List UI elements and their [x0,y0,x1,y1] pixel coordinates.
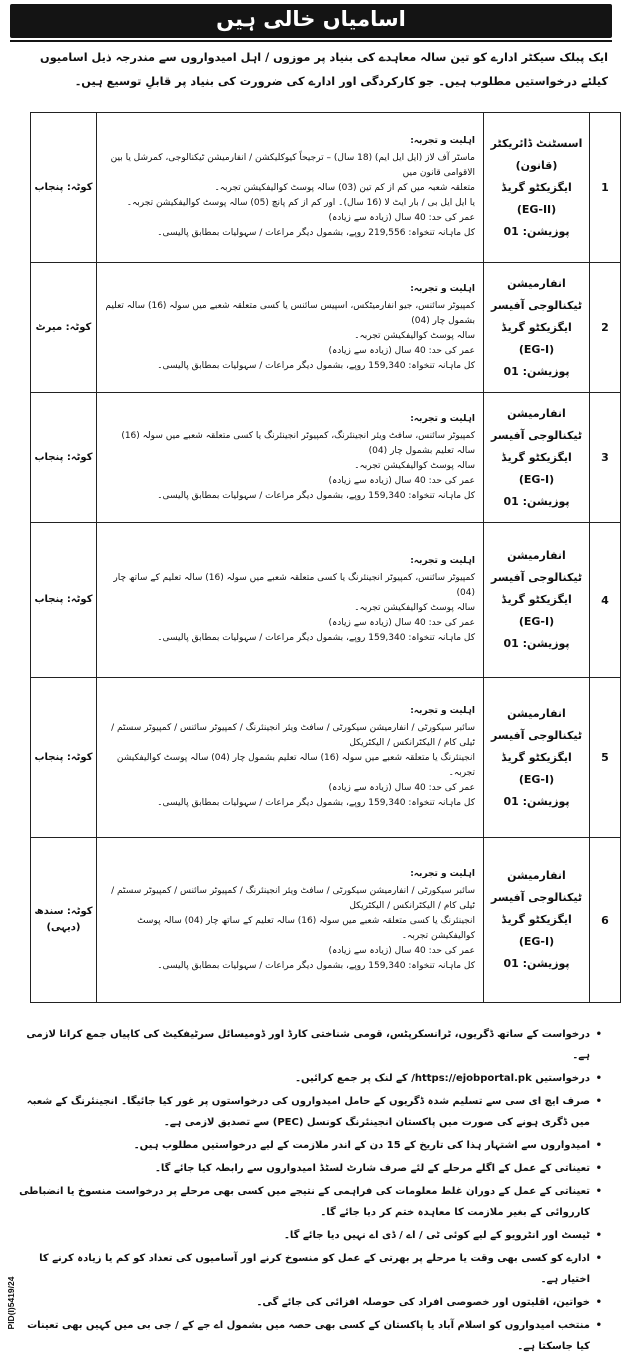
position-title-line: (EG-I) [518,342,555,356]
note-item: • ادارے کو کسی بھی وقت یا مرحلے پر بھرتی کے عمل کو منسوخ کرنے اور آسامیوں کی تعداد کو کم یا زیادہ کرنے کا اختیار ہے۔ [14,1248,604,1290]
table-row [31,523,621,678]
details-line: عمر کی حد: 40 سال (زیادہ سے زیادہ) [328,213,475,223]
quota-cell [31,838,97,1003]
position-title-cell [484,263,590,393]
position-details-cell [97,263,484,393]
table-row [31,393,621,523]
intro-paragraph: ایک پبلک سیکٹر ادارے کو تین سالہ معاہدے کی بنیاد پر موزوں / اہل امیدواروں سے مندرجہ ذیل اسامیوں کیلئے درخواستیں مطلوب ہیں۔ جو کارکردگی اور ادارے کی ضرورت کی بنیاد پر قابلِ توسیع ہیں۔ [40,51,608,88]
details-line: عمر کی حد: 40 سال (زیادہ سے زیادہ) [328,945,475,956]
note-item: • تعیناتی کے عمل کے اگلے مرحلے کے لئے صرف شارٹ لسٹڈ امیدواروں سے رابطہ کیا جائے گا۔ [14,1158,604,1179]
position-title-line: ایگزیکٹو گریڈ [501,913,572,926]
position-number: 2 [590,263,621,393]
position-title-line: پوزیشن: 01 [503,364,570,378]
details-line: یا ایل ایل بی / بار ایٹ لا (16 سال)۔ اور کم از کم پانچ (05) سالہ پوسٹ کوالیفکیشن تجربہ۔ [126,198,475,208]
note-item: • درخواست کے ساتھ ڈگریوں، ٹرانسکرپٹس، قومی شناختی کارڈ اور ڈومیسائل سرٹیفکیٹ کی کاپیاں جمع کرانا لازمی ہے۔ [14,1024,604,1066]
position-title-line: انفارمیشن ٹیکنالوجی آفیسر [490,406,583,442]
page-title: اسامیاں خالی ہیں [216,7,406,31]
details-heading: اہلیت و تجربہ: [410,868,475,879]
details-line: انجینئرنگ یا کسی متعلقہ شعبے میں سولہ (16) سالہ تعلیم کے ساتھ چار (04) سالہ پوسٹ کوالیفکیشن تجربہ۔ [137,915,475,941]
position-title-line: (قانون) [515,158,558,172]
position-title-line: ایگزیکٹو گریڈ [501,450,572,464]
details-line: سائبر سیکورٹی / انفارمیشن سیکورٹی / سافٹ ویئر انجینئرنگ / کمپیوٹر سائنس / کمپیوٹر سسٹم / ٹیلی کام / الیکٹرانکس / الیکٹریکل [111,885,475,911]
details-line: کل ماہانہ تنخواہ: 159,340 روپے، بشمول دیگر مراعات / سہولیات بمطابق پالیسی۔ [157,798,475,808]
position-title-cell [484,838,590,1003]
note-item: • منتخب امیدواروں کو اسلام آباد یا پاکستان کے کسی بھی حصہ میں بشمول اے جے کے / جی بی میں کہیں بھی تعینات کیا جاسکتا ہے۔ [14,1315,604,1357]
details-line: کل ماہانہ تنخواہ: 159,340 روپے، بشمول دیگر مراعات / سہولیات بمطابق پالیسی۔ [157,960,475,971]
details-line: کمپیوٹر سائنس، جیو انفارمیٹکس، اسپیس سائنس یا کسی متعلقہ شعبے میں سولہ (16) سالہ تعلیم بشمول چار (04) [105,300,475,326]
details-line: سائبر سیکورٹی / انفارمیشن سیکورٹی / سافٹ ویئر انجینئرنگ / کمپیوٹر سائنس / کمپیوٹر سسٹم / ٹیلی کام / الیکٹرانکس / الیکٹریکل [111,723,475,748]
position-title-line: (EG-I) [518,772,555,786]
details-line: انجینئرنگ یا متعلقہ شعبے میں سولہ (16) سالہ تعلیم بشمول چار (04) سالہ پوسٹ کوالیفکیشن تجربہ۔ [116,753,475,778]
details-heading: اہلیت و تجربہ: [410,706,475,716]
position-title-line: پوزیشن: 01 [503,224,570,238]
note-item: • امیدواروں سے اشتہار ہذا کی تاریخ کے 15 دن کے اندر ملازمت کے لیے درخواستیں مطلوب ہیں۔ [14,1135,604,1156]
position-title-line: (EG-I) [518,615,555,628]
position-title-line: ایگزیکٹو گریڈ [501,750,572,764]
details-line: سالہ پوسٹ کوالیفکیشن تجربہ۔ [354,603,475,613]
position-details-cell [97,393,484,523]
details-line: کمپیوٹر سائنس، سافٹ ویئر انجینئرنگ، کمپیوٹر انجینئرنگ یا کسی متعلقہ شعبے میں سولہ (16) سالہ تعلیم بشمول چار (04) [121,430,475,456]
details-line: عمر کی حد: 40 سال (زیادہ سے زیادہ) [328,618,475,628]
quota-cell [31,263,97,393]
title-banner [10,4,612,44]
note-item: • صرف ایچ ای سی سے تسلیم شدہ ڈگریوں کے حامل امیدواروں کی درخواستوں پر غور کیا جائیگا۔ انجینئرنگ کے شعبہ میں ڈگری ہونے کی صورت میں پاکستان انجینئرنگ کونسل (PEC) سے تصدیق لازمی ہے۔ [14,1091,604,1133]
details-line: متعلقہ شعبہ میں کم از کم تین (03) سالہ پوسٹ کوالیفکیشن تجربہ۔ [214,183,475,193]
position-title-line: پوزیشن: 01 [503,794,570,808]
details-line: عمر کی حد: 40 سال (زیادہ سے زیادہ) [328,345,475,356]
position-number: 3 [590,393,621,523]
table-row [31,113,621,263]
note-item: • ٹیسٹ اور انٹرویو کے لیے کوئی ٹی / اے / ڈی اے نہیں دیا جائے گا۔ [14,1225,604,1246]
quota-cell [31,523,97,678]
position-number: 6 [590,838,621,1003]
quota-cell [31,678,97,838]
details-heading: اہلیت و تجربہ: [410,556,475,566]
position-title-line: (EG-I) [518,472,555,486]
details-line: کل ماہانہ تنخواہ: 159,340 روپے، بشمول دیگر مراعات / سہولیات بمطابق پالیسی۔ [157,490,475,501]
position-title-cell [484,393,590,523]
details-line: کل ماہانہ تنخواہ: 219,556 روپے، بشمول دیگر مراعات / سہولیات بمطابق پالیسی۔ [157,228,475,238]
position-title-line: (EG-II) [516,202,557,216]
position-number: 5 [590,678,621,838]
position-details-cell [97,113,484,263]
quota-text: کوٹہ: پنجاب [34,594,93,605]
table-row [31,678,621,838]
details-line: سالہ پوسٹ کوالیفکیشن تجربہ۔ [354,330,475,341]
quota-cell [31,113,97,263]
details-line: کمپیوٹر سائنس، کمپیوٹر انجینئرنگ یا کسی متعلقہ شعبے میں سولہ (16) سالہ تعلیم کے ساتھ چار (04) [113,573,475,598]
table-row [31,838,621,1003]
details-line: سالہ پوسٹ کوالیفکیشن تجربہ۔ [354,460,475,471]
position-title-line: پوزیشن: 01 [503,957,570,970]
details-line: ماسٹر آف لاز (ایل ایل ایم) (18 سال) – ترجیحاً کیوکلیکشن / انفارمیشن ٹیکنالوجی، کمرشل یا بین الاقوامی قانون میں [110,153,475,178]
position-details-cell [97,678,484,838]
reference-number [2,1270,16,1340]
position-title-line: پوزیشن: 01 [503,494,570,508]
position-title-line: انفارمیشن ٹیکنالوجی آفیسر [490,276,583,312]
position-details-cell [97,838,484,1003]
quota-text: کوٹہ: پنجاب [34,751,93,763]
reference-text: PID(I)5419/24 [6,1276,16,1330]
note-item: • درخواستیں https://ejobportal.pk/ کے لنک پر جمع کرائیں۔ [14,1068,604,1089]
details-line: کل ماہانہ تنخواہ: 159,340 روپے، بشمول دیگر مراعات / سہولیات بمطابق پالیسی۔ [157,360,475,371]
position-title-line: (EG-I) [518,935,555,948]
position-title-line: انفارمیشن ٹیکنالوجی آفیسر [490,869,583,904]
position-number: 4 [590,523,621,678]
position-title-cell [484,113,590,263]
position-title-line: پوزیشن: 01 [503,637,570,650]
position-title-line: اسسٹنٹ ڈائریکٹر [490,136,583,150]
table-row [31,263,621,393]
position-title-line: انفارمیشن ٹیکنالوجی آفیسر [490,549,583,584]
quota-text: کوٹہ: سندھ [34,906,93,917]
quota-text: کوٹہ: پنجاب [34,181,93,193]
position-title-line: انفارمیشن ٹیکنالوجی آفیسر [490,706,583,742]
position-title-cell [484,523,590,678]
position-title-line: ایگزیکٹو گریڈ [501,593,572,606]
details-heading: اہلیت و تجربہ: [410,283,475,294]
quota-text: (دیہی) [46,922,81,933]
position-details-cell [97,523,484,678]
note-item: • خواتین، اقلیتوں اور خصوصی افراد کی حوصلہ افزائی کی جائے گی۔ [14,1292,604,1313]
note-item: • تعیناتی کے عمل کے دوران غلط معلومات کی فراہمی کے نتیجے میں کسی بھی مرحلے پر درخواست منسوخ یا انضباطی کارروائی کے بغیر ملازمت کا معاہدہ ختم کر دیا جائے گا۔ [14,1181,604,1223]
position-number: 1 [590,113,621,263]
details-heading: اہلیت و تجربہ: [410,136,475,146]
details-line: کل ماہانہ تنخواہ: 159,340 روپے، بشمول دیگر مراعات / سہولیات بمطابق پالیسی۔ [157,633,475,643]
quota-cell [31,393,97,523]
position-title-line: ایگزیکٹو گریڈ [501,320,572,334]
details-line: عمر کی حد: 40 سال (زیادہ سے زیادہ) [328,475,475,486]
position-title-cell [484,678,590,838]
details-heading: اہلیت و تجربہ: [410,413,475,424]
quota-text: کوٹہ: میرٹ [35,321,92,333]
position-title-line: ایگزیکٹو گریڈ [501,180,572,194]
quota-text: کوٹہ: پنجاب [34,451,93,463]
details-line: عمر کی حد: 40 سال (زیادہ سے زیادہ) [328,783,475,793]
notes-list [14,1024,604,1359]
positions-table [30,112,621,1003]
